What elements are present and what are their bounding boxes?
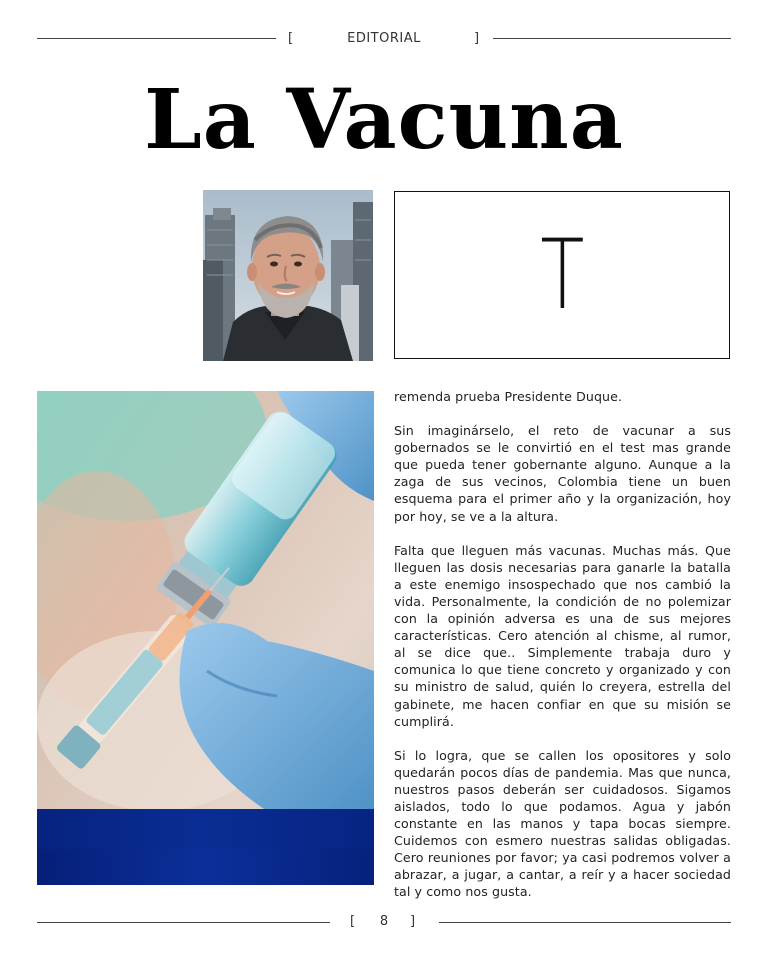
header-rule-left bbox=[37, 38, 276, 39]
drop-cap: T bbox=[540, 219, 584, 331]
vaccine-photo bbox=[37, 391, 374, 885]
footer-rule-right bbox=[439, 922, 731, 923]
drop-cap-box bbox=[394, 191, 730, 359]
paragraph-2: Sin imaginárselo, el reto de vacunar a sus gobernados se le convirtió en el test mas grande que pueda tener gobernante alguno. Aunque a la zaga de sus vecinos, Colombia tiene un buen esquema para el primer año y la organización, hoy por hoy, se ve a la altura. bbox=[394, 423, 731, 524]
paragraph-1: remenda prueba Presidente Duque. bbox=[394, 389, 623, 404]
header-bracket-close: ] bbox=[474, 31, 480, 46]
section-label: EDITORIAL bbox=[347, 31, 421, 46]
article-title: La Vacuna bbox=[144, 72, 624, 168]
page-number: 8 bbox=[379, 914, 389, 929]
footer-bracket-open: [ bbox=[350, 914, 356, 929]
footer-bracket-close: ] bbox=[410, 914, 416, 929]
paragraph-4: Si lo logra, que se callen los opositores y solo quedarán pocos días de pandemia. Mas que nunca, nuestros pasos deberán ser cuidadosos. Sigamos aislados, todo lo que podamos. Agua y jabón constante en las manos y tapa bocas siempre. Cuidemos con esmero nuestras salidas obligadas. Cero reuniones por favor; ya casi podremos volver a abrazar, a jugar, a cantar, a reír y a hacer sociedad tal y como nos gusta. bbox=[394, 747, 731, 900]
header-rule-right bbox=[493, 38, 731, 39]
author-portrait bbox=[203, 190, 373, 361]
article-body bbox=[394, 388, 731, 918]
footer-rule-left bbox=[37, 922, 330, 923]
header-bracket-open: [ bbox=[288, 31, 294, 46]
paragraph-3: Falta que lleguen más vacunas. Muchas más. Que lleguen las dosis necesarias para ganarle la batalla a este enemigo insospechado que nos cambió la vida. Personalmente, la condición de no polemizar con la opinión adversa es una de sus mejores características. Cero atención al chisme, al rumor, al se dice que.. Simplemente trabaja duro y comunica lo que tiene concreto y organizado y con su ministro de salud, quién lo creyera, estrella del gabinete, me hacen confiar en que su misión se cumplirá. bbox=[394, 542, 731, 729]
